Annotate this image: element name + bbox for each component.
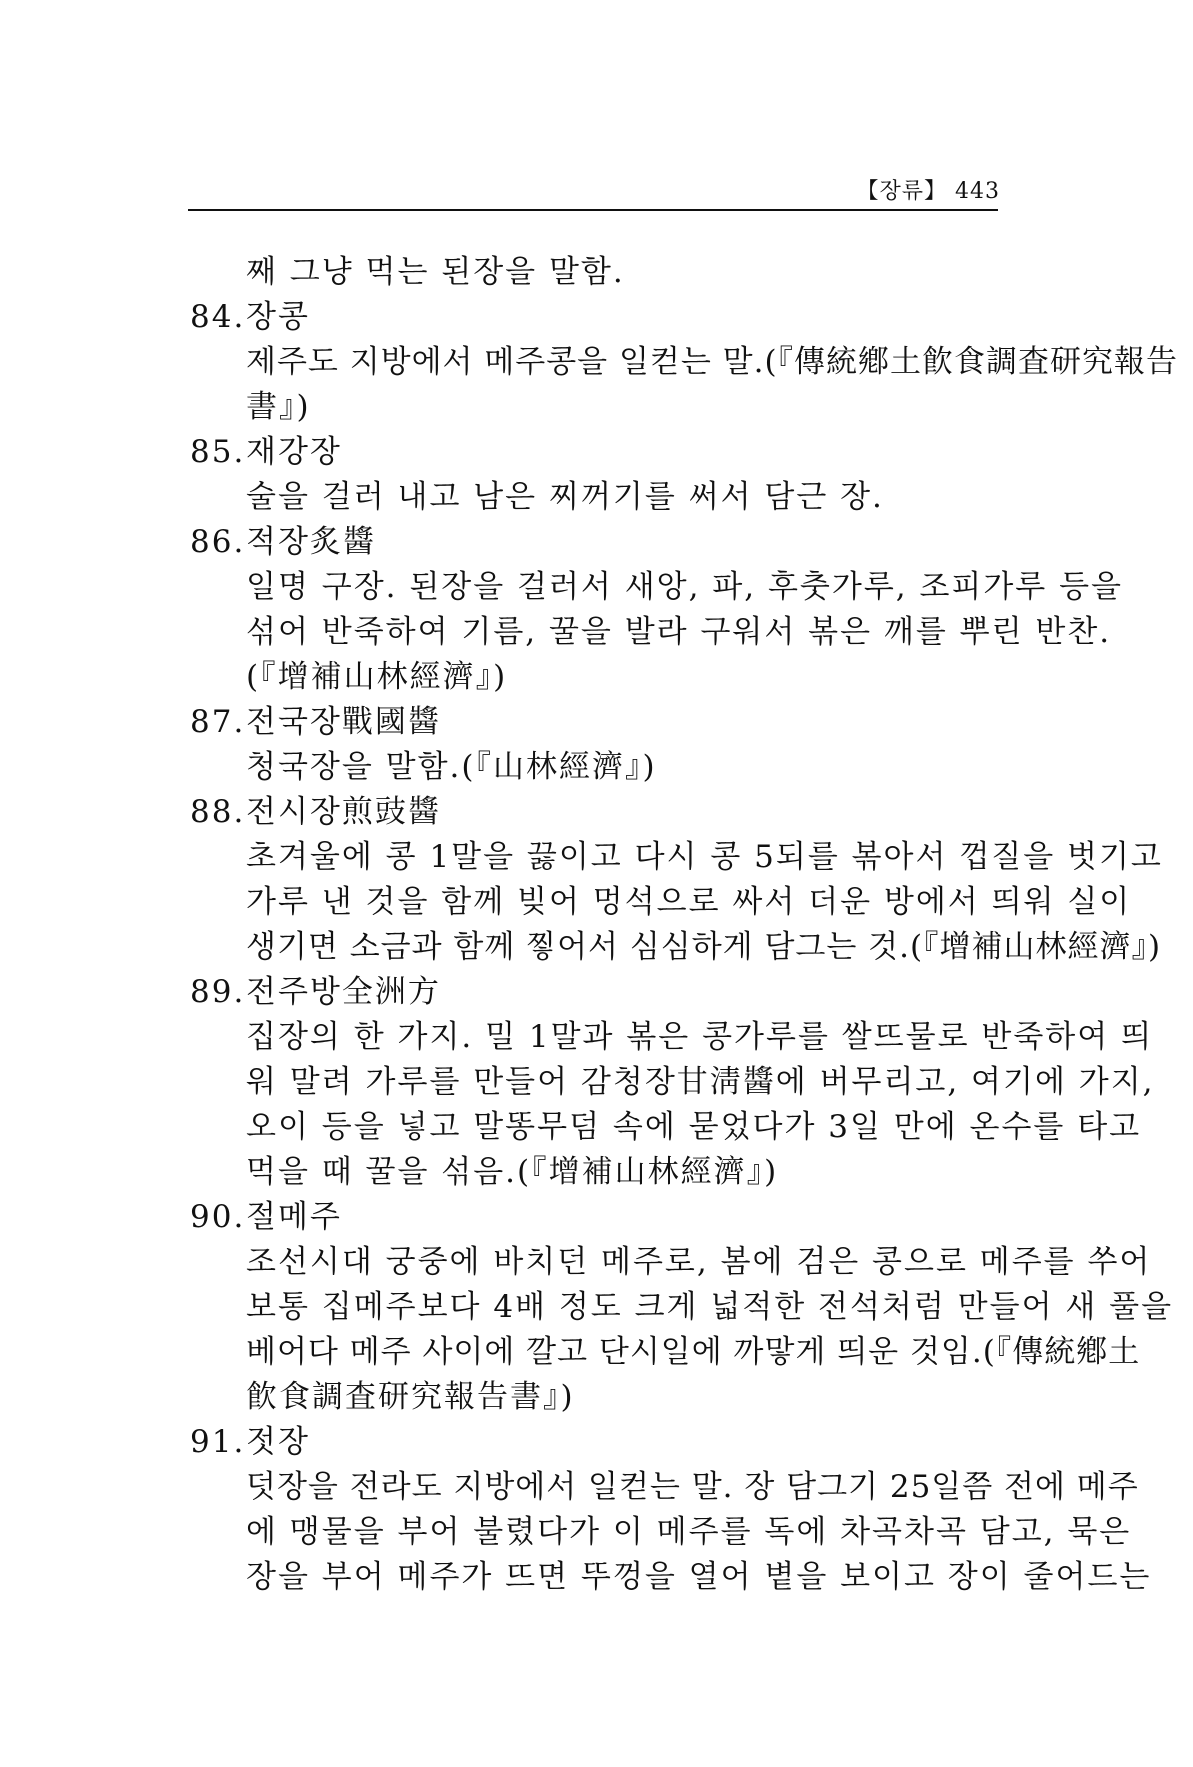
entry-text-line: 보통 집메주보다 4배 정도 크게 넓적한 전석처럼 만들어 새 풀을 [246, 1289, 1174, 1325]
entry-term: 전주방全洲方 [246, 974, 441, 1010]
entry-text-line: 가루 낸 것을 함께 빚어 멍석으로 싸서 더운 방에서 띄워 실이 [246, 884, 1132, 920]
entry-text-line: 일명 구장. 된장을 걸러서 새앙, 파, 후춧가루, 조피가루 등을 [246, 569, 1124, 605]
entry-number: 91. [190, 1424, 246, 1460]
glossary-body [190, 250, 1179, 1600]
running-header [856, 174, 1000, 205]
entry-text-line: 집장의 한 가지. 밀 1말과 볶은 콩가루를 쌀뜨물로 반죽하여 띄 [246, 1019, 1153, 1055]
entry-text-line: 생기면 소금과 함께 찧어서 심심하게 담그는 것.(『增補山林經濟』) [246, 929, 1162, 965]
entry-text-line: 장을 부어 메주가 뜨면 뚜껑을 열어 볕을 보이고 장이 줄어드는 [246, 1559, 1152, 1595]
entry-term: 적장炙醬 [246, 524, 376, 560]
entry-heading-87 [190, 700, 1010, 745]
entry-number: 88. [190, 794, 246, 830]
entry-number: 86. [190, 524, 246, 560]
entry-text-line: 오이 등을 넣고 말똥무덤 속에 묻었다가 3일 만에 온수를 타고 [246, 1109, 1142, 1145]
entry-term: 젓장 [246, 1424, 310, 1460]
page-number: 443 [955, 179, 1000, 204]
entry-text-line: 청국장을 말함.(『山林經濟』) [246, 749, 657, 785]
entry-heading-89 [190, 970, 1010, 1015]
entry-text-line: 飮食調査研究報告書』) [246, 1379, 575, 1415]
entry-text-line: 덧장을 전라도 지방에서 일컫는 말. 장 담그기 25일쯤 전에 메주 [246, 1469, 1139, 1505]
header-rule [188, 209, 998, 211]
entry-text-line: 술을 걸러 내고 남은 찌꺼기를 써서 담근 장. [246, 479, 884, 515]
entry-text-line: 에 맹물을 부어 불렸다가 이 메주를 독에 차곡차곡 담고, 묵은 [246, 1514, 1132, 1550]
entry-number: 90. [190, 1199, 246, 1235]
entry-text-line: 먹을 때 꿀을 섞음.(『增補山林經濟』) [246, 1154, 779, 1190]
entry-heading-86 [190, 520, 1010, 565]
entry-text-line: 초겨울에 콩 1말을 끓이고 다시 콩 5되를 볶아서 껍질을 벗기고 [246, 839, 1163, 875]
entry-term: 재강장 [246, 434, 342, 470]
entry-text-line: 書』) [246, 389, 311, 425]
section-title: 【장류】 [856, 179, 947, 204]
entry-text-line: 워 말려 가루를 만들어 감청장甘淸醬에 버무리고, 여기에 가지, [246, 1064, 1155, 1100]
entry-heading-88 [190, 790, 1010, 835]
entry-term: 장콩 [246, 299, 310, 335]
entry-heading-84 [190, 295, 1010, 340]
entry-number: 85. [190, 434, 246, 470]
entry-text-line: 섞어 반죽하여 기름, 꿀을 발라 구워서 볶은 깨를 뿌린 반찬. [246, 614, 1112, 650]
entry-term: 전시장煎豉醬 [246, 794, 441, 830]
entry-heading-90 [190, 1195, 1010, 1240]
entry-heading-85 [190, 430, 1010, 475]
entry-term: 절메주 [246, 1199, 342, 1235]
entry-number: 87. [190, 704, 246, 740]
entry-text-line: 제주도 지방에서 메주콩을 일컫는 말.(『傳統鄕土飮食調査研究報告 [246, 344, 1179, 380]
entry-heading-91 [190, 1420, 1010, 1465]
entry-number: 89. [190, 974, 246, 1010]
entry-text-line: 베어다 메주 사이에 깔고 단시일에 까맣게 띄운 것임.(『傳統鄕土 [246, 1334, 1141, 1370]
entry-term: 전국장戰國醬 [246, 704, 441, 740]
entry-number: 84. [190, 299, 246, 335]
entry-text-line: (『增補山林經濟』) [246, 659, 508, 695]
entry-text-line: 조선시대 궁중에 바치던 메주로, 봄에 검은 콩으로 메주를 쑤어 [246, 1244, 1152, 1280]
entry-continuation-line: 째 그냥 먹는 된장을 말함. [246, 254, 625, 290]
